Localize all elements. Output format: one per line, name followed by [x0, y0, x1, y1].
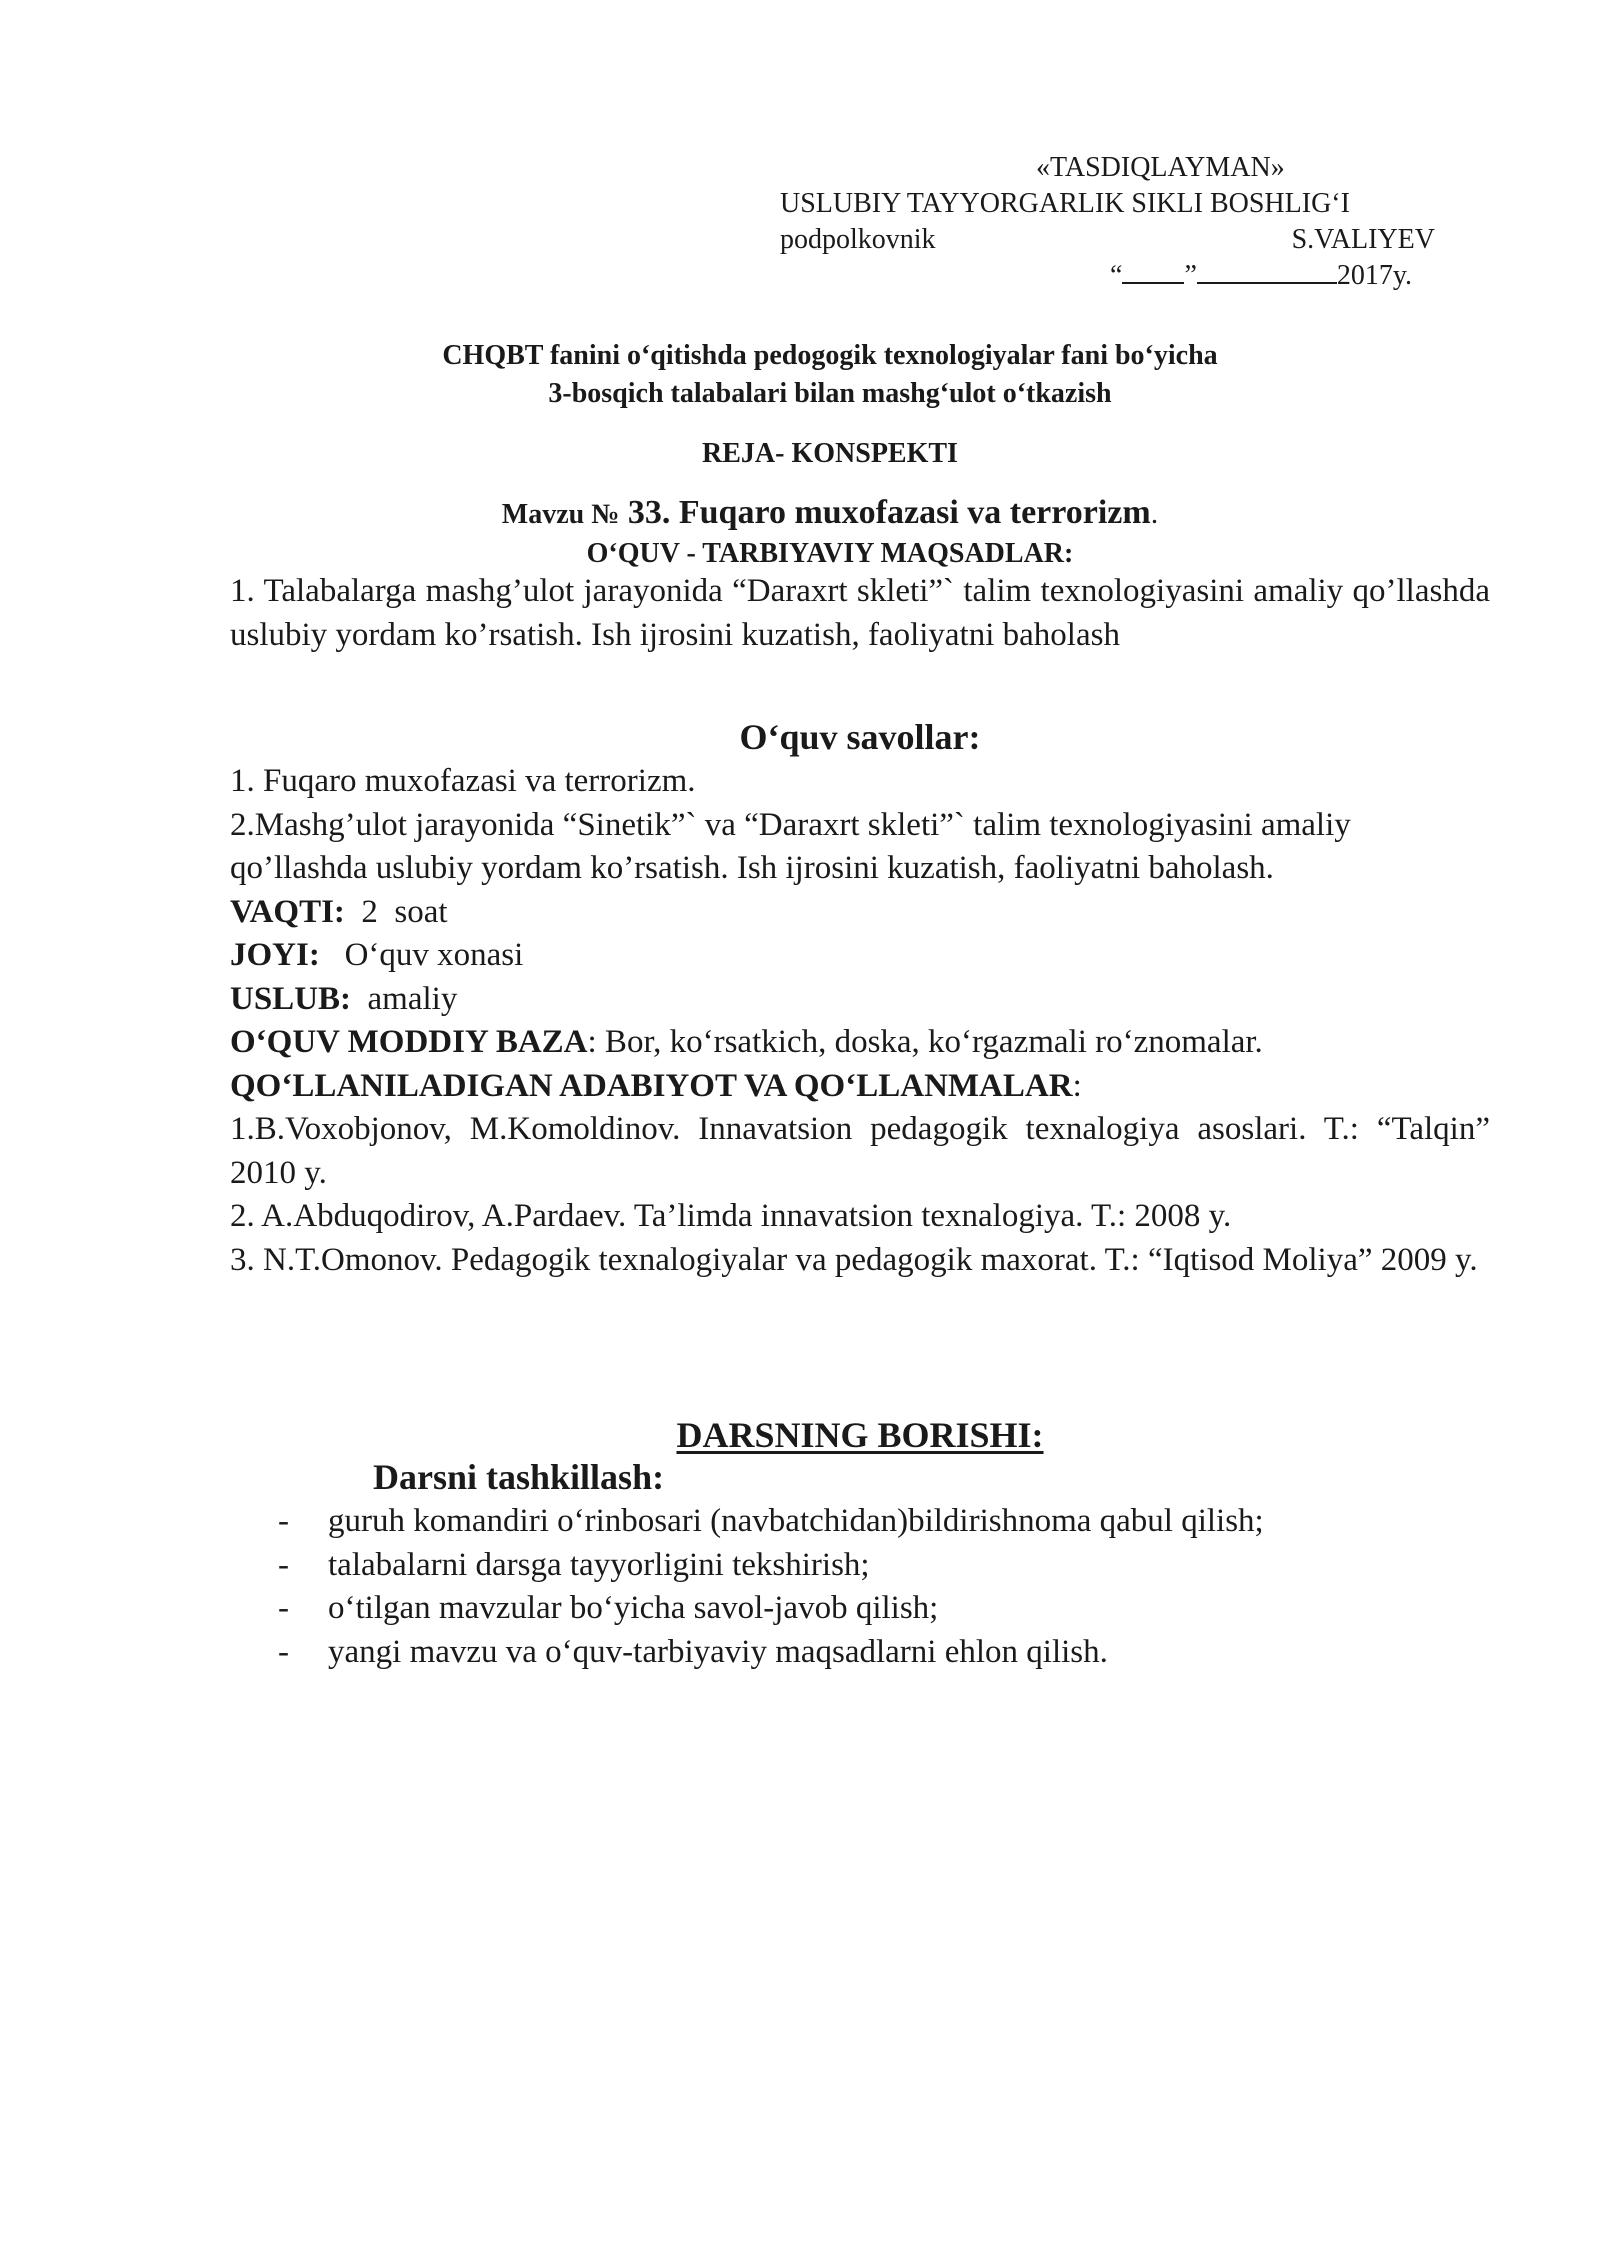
field-time [230, 891, 1490, 935]
goals-paragraph: 1. Talabalarga mashg’ulot jarayonida “Daraxrt skleti”` talim texnologiyasini amaliy qo’llashda uslubiy yordam ko’rsatish. Ish ijrosini kuzatish, faoliyatni baholash [230, 573, 1490, 653]
time-value: 2 soat [344, 893, 448, 930]
place-value: O‘quv xonasi [319, 937, 524, 973]
date-open-quote: “ [1110, 260, 1123, 291]
place-label: JOYI: [230, 937, 320, 973]
header-line-2: 3-bosqich talabalari bilan mashg‘ulot o‘tkazish [548, 378, 1112, 409]
literature-label: QO‘LLANILADIGAN ADABIYOT VA QO‘LLANMALAR [230, 1067, 1073, 1104]
time-label: VAQTI: [230, 893, 345, 930]
topic-text: 33. Fuqaro muxofazasi va terrorizm [619, 494, 1151, 531]
field-place [230, 934, 1490, 978]
field-method [230, 978, 1490, 1022]
material-base-value: : Bor, ko‘rsatkich, doska, ko‘rgazmali ro‘znomalar. [587, 1024, 1263, 1060]
approval-rank: podpolkovnik [780, 224, 936, 255]
list-dash: - [278, 1503, 289, 1539]
method-value: amaliy [351, 980, 458, 1017]
header-line-1: CHQBT fanini o‘qitishda pedogogik texnologiyalar fani bo‘yicha [442, 340, 1218, 371]
reference-item-1: 1.B.Voxobjonov, M.Komoldinov. Innavatsion pedagogik texnalogiya asoslari. T.: “Talqin” 2010 y. [230, 1111, 1490, 1191]
approval-block [780, 150, 1480, 294]
list-item-text: o‘tilgan mavzular bo‘yicha savol-javob qilish; [328, 1590, 939, 1626]
lesson-organization-list [278, 1500, 1264, 1674]
list-item [278, 1500, 1264, 1544]
list-item-text: talabalarni darsga tayyorligini tekshirish; [328, 1546, 870, 1583]
list-item [278, 1544, 1264, 1588]
list-item-text: yangi mavzu va o‘quv-tarbiyaviy maqsadlarni ehlon qilish. [328, 1633, 1108, 1670]
approval-position: USLUBIY TAYYORGARLIK SIKLI BOSHLIG‘I [780, 188, 1350, 219]
date-month-blank [1197, 258, 1337, 284]
field-material-base [230, 1021, 1490, 1065]
approval-name: S.VALIYEV [1291, 224, 1435, 255]
list-dash: - [278, 1546, 289, 1583]
list-item [278, 1631, 1264, 1675]
material-base-label: O‘QUV MODDIY BAZA [230, 1024, 588, 1060]
questions-title: O‘quv savollar: [739, 717, 981, 757]
list-dash: - [278, 1633, 289, 1670]
lesson-flow-title-text: DARSNING BORISHI: [676, 1415, 1044, 1455]
date-year: 2017y. [1336, 260, 1413, 291]
questions-section [230, 760, 1490, 1282]
reference-item-3: 3. N.T.Omonov. Pedagogik texnalogiyalar va pedagogik maxorat. T.: “Iqtisod Moliya” 2009 y. [230, 1241, 1478, 1278]
date-close-quote: ” [1184, 260, 1197, 291]
date-day-blank [1122, 258, 1184, 284]
topic-dot: . [1150, 497, 1159, 530]
lesson-organization-title: Darsni tashkillash: [373, 1457, 665, 1497]
topic-heading [30, 493, 1600, 539]
list-item-text: guruh komandiri o‘rinbosari (navbatchidan)bildirishnoma qabul qilish; [328, 1503, 1264, 1539]
approval-title: «TASDIQLAYMAN» [1036, 152, 1285, 183]
goals-title: O‘QUV - TARBIYAVIY MAQSADLAR: [586, 538, 1074, 569]
document-type: REJA- KONSPEKTI [702, 438, 958, 469]
field-literature [230, 1065, 1490, 1109]
topic-prefix: Mavzu № [501, 499, 620, 530]
list-dash: - [278, 1590, 289, 1626]
list-item [278, 1587, 1264, 1631]
approval-date [780, 258, 1480, 294]
method-label: USLUB: [230, 980, 352, 1017]
lesson-flow-title [230, 1413, 1490, 1457]
approval-rank-line [780, 222, 1435, 258]
reference-item-2: 2. A.Abduqodirov, A.Pardaev. Ta’limda innavatsion texnalogiya. T.: 2008 y. [230, 1198, 1232, 1234]
question-item-1: 1. Fuqaro muxofazasi va terrorizm. [230, 763, 696, 799]
literature-value: : [1072, 1067, 1082, 1104]
question-item-2: 2.Mashg’ulot jarayonida “Sinetik”` va “Daraxrt skleti”` talim texnologiyasini amaliy qo’llashda uslubiy yordam ko’rsatish. Ish ijrosini kuzatish, faoliyatni baholash. [230, 806, 1351, 886]
